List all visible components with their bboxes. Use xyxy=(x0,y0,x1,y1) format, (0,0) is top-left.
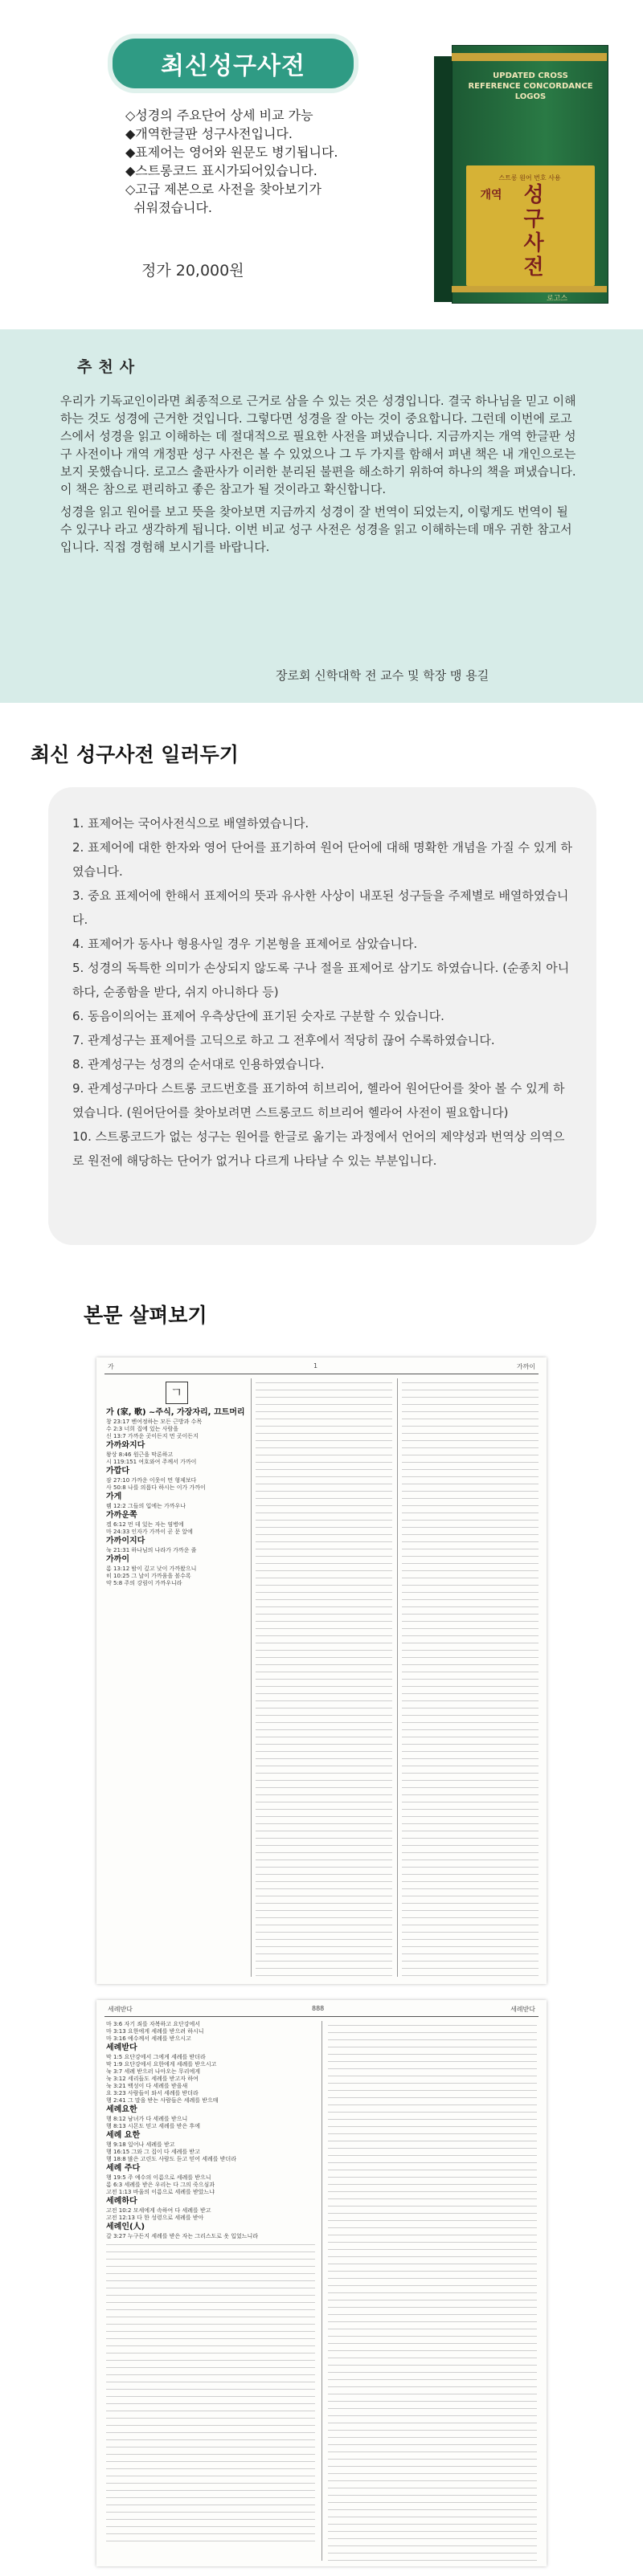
entry-line: 고전 10:2 모세에게 속하여 다 세례를 받고 xyxy=(106,2207,211,2214)
sample-page-1 xyxy=(96,1357,547,1984)
entry-line: 행 8:13 시몬도 믿고 세례를 받은 후에 xyxy=(106,2123,200,2129)
entry-line: 창 23:17 벤여정하는 모든 근방과 수목 xyxy=(106,1419,203,1425)
column-divider xyxy=(397,1378,398,1977)
guide-item: 3. 중요 표제어에 한해서 표제어의 뜻과 유사한 사상이 내포된 성구들을 주제별로 배열하였습니다. xyxy=(72,888,569,927)
page-number: 1 xyxy=(313,1362,318,1370)
page-number: 888 xyxy=(312,2005,325,2012)
entry-line: 겔 6:12 먼 데 있는 자는 염병에 xyxy=(106,1521,184,1528)
sample-title: 본문 살펴보기 xyxy=(84,1304,207,1327)
entry-line: 눅 3:21 백성이 다 세례를 받을새 xyxy=(106,2083,188,2089)
page-header-right: 가까이 xyxy=(516,1363,535,1370)
guide-item: 6. 동음이의어는 표제어 우측상단에 표기된 숫자로 구분할 수 있습니다. xyxy=(72,1009,444,1023)
column-divider xyxy=(251,1378,252,1977)
entry-line: 행 8:12 남녀가 다 세례를 받으니 xyxy=(106,2116,188,2122)
book-top-label: 개역 xyxy=(480,189,502,202)
sample-page-2 xyxy=(96,2000,547,2566)
feature-item: 쉬워졌습니다. xyxy=(125,200,212,215)
headword: 세례받다 xyxy=(106,2043,137,2052)
headword: 세례인(人) xyxy=(106,2223,145,2231)
entry-line: 행 18:8 많은 고린도 사람도 듣고 믿어 세례를 받더라 xyxy=(106,2156,236,2162)
feature-item: ◆개역한글판 성구사전입니다. xyxy=(125,126,293,141)
entry-line: 마 3:16 예수께서 세례를 받으시고 xyxy=(106,2035,191,2042)
entry-line: 행 19:5 주 예수의 이름으로 세례를 받으니 xyxy=(106,2174,211,2181)
guide-box xyxy=(48,787,596,1245)
recommendation-signature: 장로회 신학대학 전 교수 및 학장 맹 용길 xyxy=(276,668,489,683)
entry-line: 눅 3:12 세리들도 세례를 받고자 하여 xyxy=(106,2076,199,2082)
entry-line: 행 16:15 그와 그 집이 다 세례를 받고 xyxy=(106,2149,200,2155)
entry-line: 마 24:33 인자가 가까이 곧 문 앞에 xyxy=(106,1529,193,1535)
entry-line: 약 5:8 주의 강림이 가까우니라 xyxy=(106,1580,182,1586)
entry-line: 롬 6:3 세례를 받은 우리는 다 그의 죽으심과 xyxy=(106,2182,215,2188)
entry-line: 사 50:8 나를 의롭다 하시는 이가 가까이 xyxy=(106,1484,206,1491)
page-column-text xyxy=(328,2021,537,2561)
recommendation-paragraph: 성경을 읽고 원어를 보고 뜻을 찾아보면 지금까지 성경이 잘 번역이 되었는지, 이렇게도 번역이 될 수 있구나 라고 생각하게 됩니다. 이번 비교 성구 사전은 성경을 읽고 이해하는데 매우 귀한 참고서입니다. 직접 경험해 보시기를 바랍니다. xyxy=(60,504,572,554)
guide-item: 8. 관계성구는 성경의 순서대로 인용하였습니다. xyxy=(72,1057,325,1072)
page-column-text xyxy=(256,1378,392,1977)
entry-line: 눅 21:31 하나님의 나라가 가까운 줄 xyxy=(106,1547,197,1553)
headword: 가깝다 xyxy=(106,1467,129,1476)
entry-line: 잠 27:10 가까운 이웃이 먼 형제보다 xyxy=(106,1477,197,1484)
entry-line: 히 10:25 그 날이 가까움을 볼수록 xyxy=(106,1573,191,1579)
headword: 가게 xyxy=(106,1492,122,1501)
entry-line: 눅 3:7 세례 받으러 나아오는 무리에게 xyxy=(106,2068,201,2075)
headword: 세례 요한 xyxy=(106,2131,141,2140)
headword: 가까와지다 xyxy=(106,1441,145,1450)
page-column-text xyxy=(106,2240,315,2545)
book-publisher: 로고스 xyxy=(547,295,568,303)
entry-line: 롬 13:12 밤이 깊고 낮이 가까왔으니 xyxy=(106,1566,197,1572)
product-title-banner xyxy=(113,39,354,88)
page-header-left: 가 xyxy=(108,1363,114,1370)
headword: 세례 주다 xyxy=(106,2164,141,2173)
guide-item: 10. 스트롱코드가 없는 성구는 원어를 한글로 옮기는 과정에서 언어의 제약성과 번역상 의역으로 원전에 해당하는 단어가 없거나 다르게 나타날 수 있는 부분입니다. xyxy=(72,1129,565,1168)
product-section xyxy=(0,0,643,329)
recommendation-title: 추천사 xyxy=(77,358,141,376)
page-rule xyxy=(104,2016,539,2017)
entry-line: 막 1:5 요단강에서 그에게 세례를 받더라 xyxy=(106,2054,206,2060)
page-header-right: 세례받다 xyxy=(510,2006,535,2013)
entry-line: 왕상 8:46 원근을 막론하고 xyxy=(106,1451,174,1458)
book-gold-band xyxy=(452,286,607,292)
entry-line: 막 1:9 요단강에서 요한에게 세례를 받으시고 xyxy=(106,2061,217,2068)
headword: 세례요한 xyxy=(106,2105,137,2114)
book-gold-band xyxy=(452,53,607,61)
first-char-box: ㄱ xyxy=(166,1382,188,1404)
book-korean-title: 성구사전 xyxy=(523,183,544,280)
page-column xyxy=(106,2021,315,2561)
headword: 가 (家, 歌) ~주식, 가장자리, 끄트머리 xyxy=(106,1408,245,1417)
entry-line: 신 13:7 가까운 곳이든지 먼 곳이든지 xyxy=(106,1433,199,1439)
guide-item: 1. 표제어는 국어사전식으로 배열하였습니다. xyxy=(72,816,309,831)
book-english-title: UPDATED CROSS REFERENCE CONCORDANCE LOGOS xyxy=(468,71,593,101)
page-column-text xyxy=(402,1378,539,1977)
book-subtitle: 스트롱 원어 번호 사용 xyxy=(498,174,561,182)
entry-line: 수 2:3 너희 집에 있는 사람을 xyxy=(106,1426,179,1432)
page-header-left: 세례받다 xyxy=(108,2006,133,2013)
guide-item: 7. 관계성구는 표제어를 고딕으로 하고 그 전후에서 적당히 끊어 수록하였습니다. xyxy=(72,1033,495,1047)
entry-line: 행 2:41 그 말을 받는 사람들은 세례를 받으매 xyxy=(106,2097,219,2104)
feature-item: ◇고급 제본으로 사전을 찾아보기가 xyxy=(125,182,322,197)
entry-line: 마 3:6 자기 죄를 자복하고 요단강에서 xyxy=(106,2021,201,2027)
recommendation-section xyxy=(0,329,643,703)
book-cover-image xyxy=(434,45,607,302)
entry-line: 마 3:13 요한에게 세례를 받으려 하시니 xyxy=(106,2028,204,2035)
guide-item: 2. 표제어에 대한 한자와 영어 단어를 표기하여 원어 단어에 대해 명확한 개념을 가질 수 있게 하였습니다. xyxy=(72,840,572,879)
guide-title: 최신 성구사전 일러두기 xyxy=(31,743,239,766)
feature-item: ◆스트롱코드 표시가되어있습니다. xyxy=(125,163,317,178)
price: 정가 20,000원 xyxy=(141,262,244,280)
guide-item: 9. 관계성구마다 스트롱 코드번호를 표기하여 히브리어, 헬라어 원어단어를 찾아 볼 수 있게 하였습니다. (원어단어를 찾아보려면 스트롱코드 히브리어 헬라어 사전이 필요합니다) xyxy=(72,1081,565,1120)
recommendation-paragraph: 우리가 기독교인이라면 최종적으로 근거로 삼을 수 있는 것은 성경입니다. 결국 하나님을 믿고 이해하는 것도 성경에 근거한 것입니다. 그렇다면 성경을 잘 아는 것이 중요합니다. 그런데 이번에 로고스에서 성경을 읽고 이해하는 데 절대적으로 필요한 사전을 펴냈습니다. 지금까지는 개역 한글판 성구 사전이나 개역 개정판 성구 사전은 볼 수 있었으나 그 두 가지를 함해서 펴낸 책은 내 개인으로는 보지 못했습니다. 로고스 출판사가 이러한 분리된 불편을 해소하기 위하여 하나의 책을 펴냈습니다. 이 책은 참으로 편리하고 좋은 참고가 될 것이라고 확신합니다. xyxy=(60,394,576,496)
headword: 가까운쪽 xyxy=(106,1511,137,1520)
entry-line: 고전 1:13 바울의 이름으로 세례를 받았느냐 xyxy=(106,2189,215,2195)
feature-list xyxy=(125,106,415,217)
headword: 가까이지다 xyxy=(106,1537,145,1545)
headword: 세례하다 xyxy=(106,2197,137,2206)
entry-line: 갈 3:27 누구든지 세례를 받은 자는 그리스도로 옷 입었느니라 xyxy=(106,2233,259,2239)
guide-item: 5. 성경의 독특한 의미가 손상되지 않도록 구나 절을 표제어로 삼기도 하였습니다. (순종치 아니하다, 순종함을 받다, 쉬지 아니하다 등) xyxy=(72,961,570,999)
recommendation-body xyxy=(60,392,583,561)
entry-line: 행 9:18 일어나 세례를 받고 xyxy=(106,2141,175,2148)
page-column xyxy=(106,1378,247,1977)
entry-line: 고전 12:13 다 한 성령으로 세례를 받아 xyxy=(106,2215,204,2221)
entry-line: 시 119:151 여호와여 주께서 가까이 xyxy=(106,1459,197,1465)
feature-item: ◇성경의 주요단어 상세 비교 가능 xyxy=(125,108,313,123)
guide-item: 4. 표제어가 동사나 형용사일 경우 기본형을 표제어로 삼았습니다. xyxy=(72,937,418,951)
entry-line: 렘 12:2 그들의 입에는 가까우나 xyxy=(106,1503,186,1509)
product-title: 최신성구사전 xyxy=(161,52,305,80)
entry-line: 요 3:23 사람들이 와서 세례를 받더라 xyxy=(106,2090,199,2096)
headword: 가까이 xyxy=(106,1555,129,1564)
feature-item: ◆표제어는 영어와 원문도 병기됩니다. xyxy=(125,145,338,160)
guide-list xyxy=(72,811,575,1173)
